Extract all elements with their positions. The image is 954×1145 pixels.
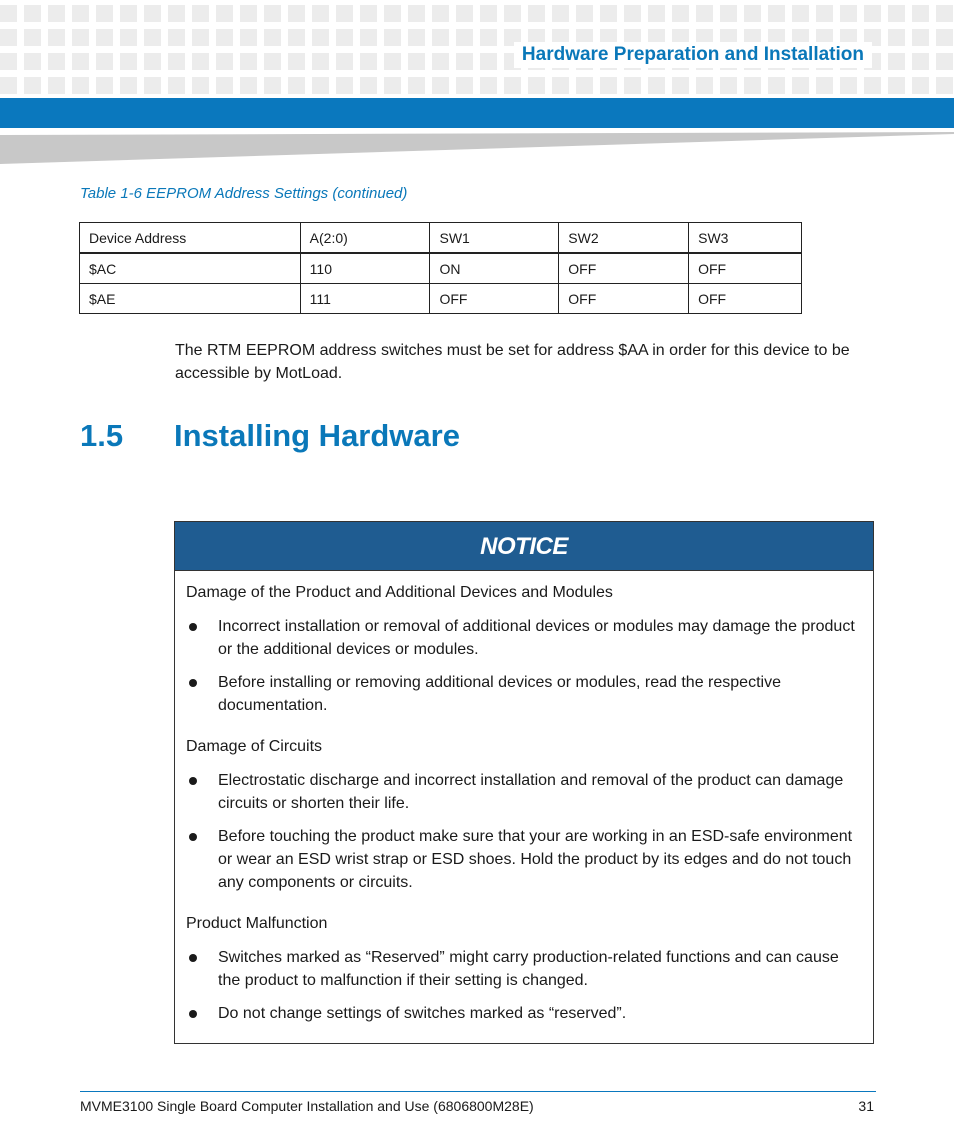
notice-label: NOTICE [175,522,873,571]
bullet-icon [189,623,197,631]
table-caption: Table 1-6 EEPROM Address Settings (continued) [80,185,408,202]
table-cell: OFF [559,253,689,284]
table-header-row [80,223,802,254]
table-cell: OFF [689,284,802,314]
notice-group-title: Damage of Circuits [186,738,323,755]
table-row [80,253,802,284]
table-cell: OFF [559,284,689,314]
list-item-text: Before installing or removing additional devices or modules, read the respective documentation. [218,674,781,714]
table-cell: $AE [80,284,301,314]
column-header: SW3 [689,223,802,254]
list-item [186,825,861,894]
list-item [186,946,861,992]
list-item [186,1002,861,1025]
notice-body [175,571,873,1025]
header-band [0,98,954,128]
list-item-text: Do not change settings of switches marked as “reserved”. [218,1005,627,1022]
table-cell: OFF [689,253,802,284]
section-number: 1.5 [80,418,124,453]
column-header: SW2 [559,223,689,254]
notice-group-title: Damage of the Product and Additional Devices and Modules [186,584,613,601]
list-item-text: Before touching the product make sure that your are working in an ESD-safe environment or wear an ESD wrist strap or ESD shoes. Hold the product by its edges and do not touch any components or circuits. [218,828,853,891]
list-item-text: Switches marked as “Reserved” might carry production-related functions and can cause the product to malfunction if their setting is changed. [218,949,839,989]
column-header: Device Address [80,223,301,254]
notice-group-title: Product Malfunction [186,915,328,932]
list-item-text: Electrostatic discharge and incorrect installation and removal of the product can damage circuits or shorten their life. [218,772,844,812]
bullet-icon [189,833,197,841]
table-row [80,284,802,314]
list-item [186,769,861,815]
table-cell: 111 [300,284,430,314]
section-heading: Installing Hardware [174,418,460,453]
eeprom-address-table [79,222,802,314]
column-header: SW1 [430,223,559,254]
bullet-icon [189,954,197,962]
list-item-text: Incorrect installation or removal of additional devices or modules may damage the product or the additional devices or modules. [218,618,855,658]
bullet-icon [189,679,197,687]
table-cell: $AC [80,253,301,284]
notice-box [174,521,874,1044]
bullet-icon [189,777,197,785]
bullet-icon [189,1010,197,1018]
page-number: 31 [858,1098,874,1114]
footer-divider [80,1091,876,1092]
column-header: A(2:0) [300,223,430,254]
table-cell: OFF [430,284,559,314]
body-paragraph: The RTM EEPROM address switches must be set for address $AA in order for this device to be accessible by MotLoad. [175,342,850,382]
list-item [186,615,861,661]
list-item [186,671,861,717]
footer-document-title: MVME3100 Single Board Computer Installation and Use (6806800M28E) [80,1098,534,1114]
header-wedge [0,130,954,164]
table-cell: ON [430,253,559,284]
table-cell: 110 [300,253,430,284]
running-header-title: Hardware Preparation and Installation [514,42,872,68]
